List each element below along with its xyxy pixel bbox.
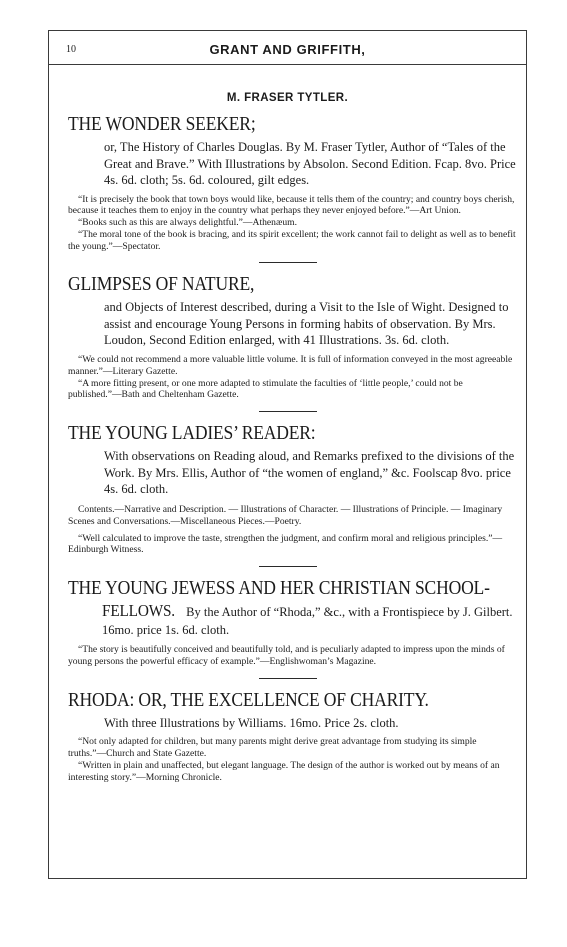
review-quotes: [68, 533, 517, 557]
book-title: THE WONDER SEEKER;: [68, 114, 256, 135]
catalogue-entry: [49, 578, 526, 668]
book-title: THE YOUNG JEWESS AND HER CHRISTIAN SCHOOL-: [68, 578, 490, 600]
review-quote: “A more fitting present, or one more adapted to stimulate the faculties of ‘little people,’ could not be published.”—Bath and Cheltenham Gazette.: [68, 377, 463, 401]
catalogue-entry: [49, 423, 526, 556]
publisher-heading: GRANT AND GRIFFITH,: [209, 42, 366, 57]
review-quote: “The story is beautifully conceived and beautifully told, and is peculiarly adapted to impress upon the minds of young persons the powerful efficacy of example.”—Englishwoman’s Magazine.: [68, 644, 505, 668]
review-quotes: [68, 354, 517, 401]
author-heading: M. FRASER TYTLER.: [226, 92, 349, 104]
review-quotes: [68, 644, 517, 668]
section-divider: [259, 262, 317, 263]
running-head: [49, 31, 526, 65]
review-quote: “Well calculated to improve the taste, strengthen the judgment, and confirm moral and religious principles.”—Edinburgh Witness.: [68, 532, 503, 556]
section-divider: [259, 678, 317, 679]
book-description: and Objects of Interest described, during a Visit to the Isle of Wight. Designed to assist and encourage Young Persons in forming habits of observation. By Mrs. Loudon, Second Edition enlarged, with 41 Illustrations. 3s. 6d. cloth.: [104, 300, 509, 348]
book-description: By the Author of “Rhoda,” &c., with a Frontispiece by J. Gilbert. 16mo. price 1s. 6d. cloth.: [102, 605, 513, 638]
section-divider: [259, 566, 317, 567]
review-quote: “We could not recommend a more valuable little volume. It is full of information conveyed in the most agreeable manner.”—Literary Gazette.: [68, 353, 513, 377]
book-description: With observations on Reading aloud, and Remarks prefixed to the divisions of the Work. By Mrs. Ellis, Author of “the women of england,” &c. Foolscap 8vo. price 4s. 6d. cloth.: [104, 449, 515, 497]
catalogue-entry: [49, 274, 526, 401]
review-quote: “The moral tone of the book is bracing, and its spirit excellent; the work cannot fail to delight as well as to benefit the young.”—Spectator.: [68, 228, 516, 252]
review-quote: “Not only adapted for children, but many parents might derive great advantage from studying its simple truths.”—Church and State Gazette.: [68, 736, 477, 760]
book-title-continuation-line: [102, 600, 517, 639]
section-divider: [259, 411, 317, 412]
page-frame: [48, 30, 527, 879]
book-title: RHODA: OR, THE EXCELLENCE OF CHARITY.: [68, 689, 429, 711]
review-quote: “It is precisely the book that town boys would like, because it tells them of the country; and country boys cherish, because it teaches them to enjoy in the country what perhaps they never enjoyed before.”—Art Union.: [68, 193, 515, 217]
book-description: With three Illustrations by Williams. 16mo. Price 2s. cloth.: [104, 715, 399, 730]
review-quote: “Written in plain and unaffected, but elegant language. The design of the author is worked out by means of an interesting story.”—Morning Chronicle.: [68, 759, 500, 783]
review-quote: “Books such as this are always delightful.”—Athenæum.: [78, 217, 298, 229]
page-number: 10: [66, 44, 76, 55]
book-contents: Contents.—Narrative and Description. — Illustrations of Character. — Illustrations of Principle. — Imaginary Scenes and Conversations.—Miscellaneous Pieces.—Poetry.: [68, 503, 503, 527]
catalogue-entry: [49, 690, 526, 784]
catalogue-entry: [49, 114, 526, 252]
book-title: GLIMPSES OF NATURE,: [68, 274, 255, 296]
book-description: or, The History of Charles Douglas. By M. Fraser Tytler, Author of “Tales of the Great and Brave.” With Illustrations by Absolon. Second Edition. Fcap. 8vo. Price 4s. 6d. cloth; 5s. 6d. coloured, gilt edges.: [104, 140, 516, 187]
review-quotes: [68, 736, 517, 783]
book-title: THE YOUNG LADIES’ READER:: [68, 423, 316, 445]
review-quotes: [68, 194, 517, 253]
book-title-continuation: FELLOWS.: [102, 601, 175, 621]
